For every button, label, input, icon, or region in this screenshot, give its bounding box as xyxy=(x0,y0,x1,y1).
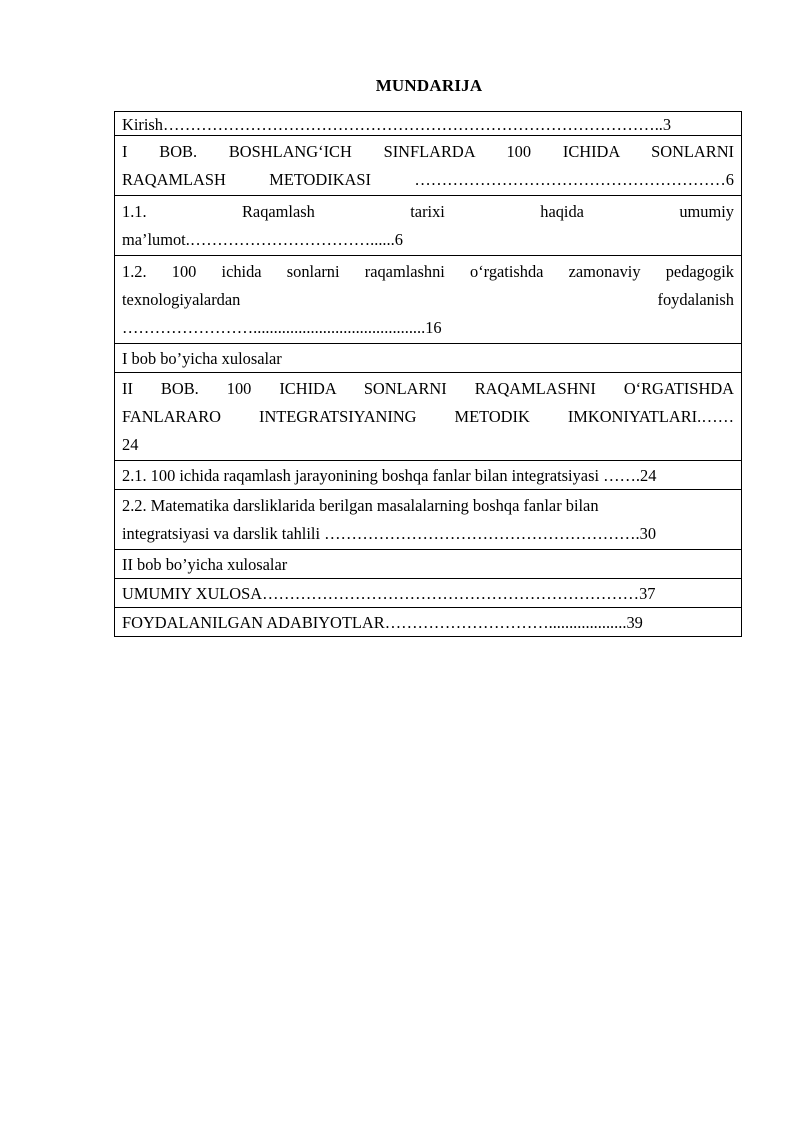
toc-line: 1.1. Raqamlash tarixi haqida umumiy xyxy=(122,202,734,221)
toc-cell xyxy=(115,461,742,490)
toc-row-general-conclusion xyxy=(115,579,742,608)
toc-line: 2.1. 100 ichida raqamlash jarayonining boshqa fanlar bilan integratsiyasi …….24 xyxy=(122,466,657,485)
toc-cell xyxy=(115,550,742,579)
toc-cell xyxy=(115,196,742,256)
toc-cell xyxy=(115,344,742,373)
toc-line: FOYDALANILGAN ADABIYOTLAR…………………………...................39 xyxy=(122,613,643,632)
toc-cell xyxy=(115,256,742,344)
toc-line: integratsiyasi va darslik tahlili ………………………………………………….30 xyxy=(122,524,657,543)
toc-cell xyxy=(115,579,742,608)
toc-line: Kirish………………………………………………………………………………..3 xyxy=(122,115,672,134)
toc-line: FANLARARO INTEGRATSIYANING METODIK IMKONIYATLARI.…… xyxy=(122,407,734,426)
toc-line: 24 xyxy=(122,435,139,454)
toc-line: RAQAMLASH METODIKASI …………………………………………………6 xyxy=(122,170,734,189)
toc-cell xyxy=(115,112,742,136)
toc-line: texnologiyalardan foydalanish xyxy=(122,290,734,309)
toc-cell xyxy=(115,608,742,637)
toc-cell xyxy=(115,373,742,461)
page-title: MUNDARIJA xyxy=(375,76,483,95)
toc-line: ……………………..........................................16 xyxy=(122,318,442,337)
toc-row-introduction xyxy=(115,112,742,136)
toc-row-section-2-2 xyxy=(115,490,742,550)
toc-row-section-1-1 xyxy=(115,196,742,256)
toc-row-section-2-1 xyxy=(115,461,742,490)
toc-line: ma’lumot.……………………………......6 xyxy=(122,230,403,249)
toc-cell xyxy=(115,490,742,550)
toc-line: I BOB. BOSHLANG‘ICH SINFLARDA 100 ICHIDA SONLARNI xyxy=(122,142,734,161)
table-of-contents xyxy=(114,111,742,637)
toc-row-chapter-1-conclusions xyxy=(115,344,742,373)
toc-row-chapter-2 xyxy=(115,373,742,461)
toc-row-references xyxy=(115,608,742,637)
toc-cell xyxy=(115,136,742,196)
toc-line: II bob bo’yicha xulosalar xyxy=(122,555,288,574)
toc-row-section-1-2 xyxy=(115,256,742,344)
toc-row-chapter-2-conclusions xyxy=(115,550,742,579)
toc-row-chapter-1 xyxy=(115,136,742,196)
toc-line: I bob bo’yicha xulosalar xyxy=(122,349,282,368)
toc-line: II BOB. 100 ICHIDA SONLARNI RAQAMLASHNI O‘RGATISHDA xyxy=(122,379,734,398)
toc-line: UMUMIY XULOSA……………………………………………………………37 xyxy=(122,584,656,603)
toc-line: 1.2. 100 ichida sonlarni raqamlashni o‘rgatishda zamonaviy pedagogik xyxy=(122,262,734,281)
toc-line: 2.2. Matematika darsliklarida berilgan masalalarning boshqa fanlar bilan xyxy=(122,496,599,515)
